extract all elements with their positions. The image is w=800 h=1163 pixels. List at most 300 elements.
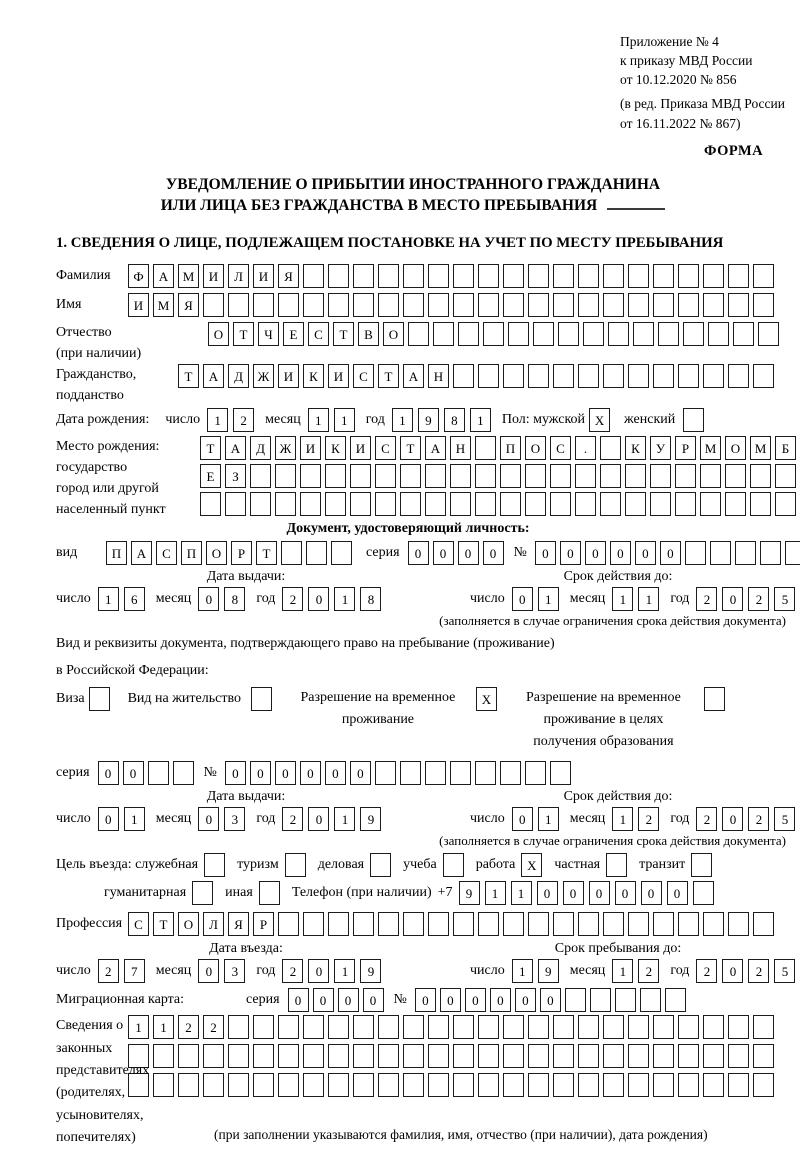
char-box[interactable] <box>303 1044 324 1068</box>
char-box[interactable]: Д <box>228 364 249 388</box>
char-box[interactable] <box>328 293 349 317</box>
char-box[interactable] <box>475 464 496 488</box>
char-box[interactable] <box>475 436 496 460</box>
char-box[interactable] <box>353 1073 374 1097</box>
char-box[interactable] <box>375 761 396 785</box>
char-box[interactable] <box>203 1044 224 1068</box>
char-box[interactable] <box>553 364 574 388</box>
char-box[interactable]: 0 <box>512 807 533 831</box>
char-box[interactable]: Д <box>250 436 271 460</box>
char-box[interactable]: 9 <box>418 408 439 432</box>
char-box[interactable]: 8 <box>444 408 465 432</box>
char-box[interactable]: И <box>300 436 321 460</box>
char-box[interactable] <box>259 881 280 905</box>
char-box[interactable] <box>735 541 756 565</box>
char-box[interactable]: 0 <box>98 761 119 785</box>
char-box[interactable] <box>753 912 774 936</box>
char-box[interactable] <box>603 364 624 388</box>
char-box[interactable]: 1 <box>98 587 119 611</box>
char-box[interactable] <box>378 1073 399 1097</box>
char-box[interactable] <box>200 492 221 516</box>
char-box[interactable] <box>628 264 649 288</box>
char-box[interactable] <box>653 1044 674 1068</box>
char-box[interactable]: Т <box>256 541 277 565</box>
char-box[interactable] <box>753 1015 774 1039</box>
char-box[interactable]: X <box>476 687 497 711</box>
char-box[interactable]: П <box>106 541 127 565</box>
char-box[interactable]: Я <box>228 912 249 936</box>
char-box[interactable]: 2 <box>748 587 769 611</box>
char-box[interactable] <box>378 1044 399 1068</box>
char-box[interactable] <box>253 1015 274 1039</box>
char-box[interactable] <box>678 264 699 288</box>
char-box[interactable] <box>450 761 471 785</box>
char-box[interactable]: П <box>181 541 202 565</box>
char-box[interactable] <box>478 264 499 288</box>
char-box[interactable]: Е <box>283 322 304 346</box>
char-box[interactable]: 1 <box>538 587 559 611</box>
char-box[interactable] <box>453 364 474 388</box>
char-box[interactable] <box>353 293 374 317</box>
char-box[interactable] <box>278 912 299 936</box>
char-box[interactable]: 0 <box>722 959 743 983</box>
char-box[interactable]: 0 <box>483 541 504 565</box>
char-box[interactable] <box>400 492 421 516</box>
char-box[interactable]: 1 <box>470 408 491 432</box>
char-box[interactable] <box>625 464 646 488</box>
char-box[interactable] <box>550 492 571 516</box>
char-box[interactable] <box>353 1015 374 1039</box>
char-box[interactable] <box>428 912 449 936</box>
char-box[interactable]: 3 <box>224 959 245 983</box>
char-box[interactable]: 3 <box>224 807 245 831</box>
char-box[interactable] <box>775 464 796 488</box>
char-box[interactable] <box>250 464 271 488</box>
char-box[interactable] <box>253 293 274 317</box>
char-box[interactable]: 0 <box>585 541 606 565</box>
char-box[interactable] <box>275 492 296 516</box>
char-box[interactable] <box>590 988 611 1012</box>
char-box[interactable] <box>703 912 724 936</box>
char-box[interactable] <box>550 761 571 785</box>
char-box[interactable] <box>328 1073 349 1097</box>
char-box[interactable]: 1 <box>207 408 228 432</box>
char-box[interactable]: 0 <box>338 988 359 1012</box>
char-box[interactable] <box>675 492 696 516</box>
char-box[interactable] <box>328 1044 349 1068</box>
char-box[interactable]: Р <box>675 436 696 460</box>
char-box[interactable] <box>725 492 746 516</box>
char-box[interactable]: О <box>206 541 227 565</box>
char-box[interactable] <box>428 293 449 317</box>
char-box[interactable] <box>403 1073 424 1097</box>
char-box[interactable]: 2 <box>178 1015 199 1039</box>
char-box[interactable] <box>403 912 424 936</box>
char-box[interactable] <box>553 293 574 317</box>
char-box[interactable] <box>600 436 621 460</box>
char-box[interactable]: 1 <box>334 807 355 831</box>
char-box[interactable] <box>628 364 649 388</box>
char-box[interactable] <box>608 322 629 346</box>
char-box[interactable] <box>728 293 749 317</box>
char-box[interactable] <box>578 364 599 388</box>
char-box[interactable] <box>700 464 721 488</box>
char-box[interactable] <box>528 1015 549 1039</box>
char-box[interactable]: Л <box>203 912 224 936</box>
char-box[interactable] <box>281 541 302 565</box>
char-box[interactable] <box>675 464 696 488</box>
char-box[interactable] <box>350 464 371 488</box>
char-box[interactable] <box>728 912 749 936</box>
char-box[interactable] <box>378 912 399 936</box>
char-box[interactable] <box>728 264 749 288</box>
char-box[interactable] <box>403 1044 424 1068</box>
char-box[interactable] <box>653 1015 674 1039</box>
char-box[interactable] <box>633 322 654 346</box>
char-box[interactable] <box>753 1044 774 1068</box>
char-box[interactable] <box>453 264 474 288</box>
char-box[interactable] <box>428 264 449 288</box>
char-box[interactable]: И <box>328 364 349 388</box>
char-box[interactable]: С <box>353 364 374 388</box>
char-box[interactable]: О <box>525 436 546 460</box>
char-box[interactable]: 0 <box>198 959 219 983</box>
char-box[interactable]: И <box>128 293 149 317</box>
char-box[interactable]: 0 <box>433 541 454 565</box>
char-box[interactable] <box>603 293 624 317</box>
char-box[interactable] <box>303 264 324 288</box>
char-box[interactable]: С <box>308 322 329 346</box>
char-box[interactable] <box>750 492 771 516</box>
char-box[interactable] <box>704 687 725 711</box>
char-box[interactable] <box>453 1044 474 1068</box>
char-box[interactable] <box>628 1073 649 1097</box>
char-box[interactable] <box>606 853 627 877</box>
char-box[interactable]: Я <box>278 264 299 288</box>
char-box[interactable]: З <box>225 464 246 488</box>
char-box[interactable] <box>760 541 781 565</box>
char-box[interactable] <box>89 687 110 711</box>
char-box[interactable]: 9 <box>360 959 381 983</box>
char-box[interactable]: 1 <box>485 881 506 905</box>
char-box[interactable] <box>425 492 446 516</box>
char-box[interactable] <box>503 1073 524 1097</box>
char-box[interactable]: 2 <box>282 959 303 983</box>
char-box[interactable] <box>703 1073 724 1097</box>
char-box[interactable] <box>678 912 699 936</box>
char-box[interactable]: 0 <box>440 988 461 1012</box>
char-box[interactable] <box>428 1015 449 1039</box>
char-box[interactable]: 1 <box>612 959 633 983</box>
char-box[interactable] <box>228 293 249 317</box>
char-box[interactable]: В <box>358 322 379 346</box>
char-box[interactable] <box>565 988 586 1012</box>
char-box[interactable]: 1 <box>128 1015 149 1039</box>
char-box[interactable]: С <box>156 541 177 565</box>
char-box[interactable] <box>703 1044 724 1068</box>
char-box[interactable] <box>775 492 796 516</box>
char-box[interactable]: 0 <box>465 988 486 1012</box>
char-box[interactable]: М <box>178 264 199 288</box>
char-box[interactable] <box>503 364 524 388</box>
char-box[interactable] <box>528 364 549 388</box>
char-box[interactable]: 0 <box>589 881 610 905</box>
char-box[interactable] <box>403 264 424 288</box>
char-box[interactable]: 2 <box>282 587 303 611</box>
char-box[interactable] <box>553 264 574 288</box>
char-box[interactable] <box>328 1015 349 1039</box>
char-box[interactable]: 0 <box>458 541 479 565</box>
char-box[interactable] <box>408 322 429 346</box>
char-box[interactable] <box>278 1044 299 1068</box>
char-box[interactable]: 0 <box>308 959 329 983</box>
char-box[interactable] <box>453 912 474 936</box>
char-box[interactable]: 8 <box>224 587 245 611</box>
char-box[interactable] <box>553 1015 574 1039</box>
char-box[interactable]: 2 <box>638 807 659 831</box>
char-box[interactable] <box>403 293 424 317</box>
char-box[interactable]: 0 <box>325 761 346 785</box>
char-box[interactable] <box>306 541 327 565</box>
char-box[interactable]: И <box>203 264 224 288</box>
char-box[interactable] <box>370 853 391 877</box>
char-box[interactable] <box>628 293 649 317</box>
char-box[interactable] <box>528 293 549 317</box>
char-box[interactable]: 1 <box>392 408 413 432</box>
char-box[interactable] <box>478 912 499 936</box>
char-box[interactable] <box>728 364 749 388</box>
char-box[interactable] <box>253 1073 274 1097</box>
char-box[interactable]: 0 <box>98 807 119 831</box>
char-box[interactable] <box>603 264 624 288</box>
char-box[interactable] <box>578 1044 599 1068</box>
char-box[interactable] <box>728 1044 749 1068</box>
char-box[interactable]: X <box>589 408 610 432</box>
char-box[interactable] <box>204 853 225 877</box>
char-box[interactable] <box>478 1044 499 1068</box>
char-box[interactable]: 1 <box>638 587 659 611</box>
char-box[interactable]: Т <box>233 322 254 346</box>
char-box[interactable]: 0 <box>722 807 743 831</box>
char-box[interactable] <box>173 761 194 785</box>
char-box[interactable]: 0 <box>198 587 219 611</box>
char-box[interactable] <box>478 1073 499 1097</box>
char-box[interactable]: 2 <box>203 1015 224 1039</box>
char-box[interactable]: 7 <box>124 959 145 983</box>
char-box[interactable] <box>685 541 706 565</box>
char-box[interactable] <box>458 322 479 346</box>
char-box[interactable] <box>700 492 721 516</box>
char-box[interactable] <box>325 492 346 516</box>
char-box[interactable] <box>528 1073 549 1097</box>
char-box[interactable] <box>553 1073 574 1097</box>
char-box[interactable]: Л <box>228 264 249 288</box>
char-box[interactable]: 0 <box>350 761 371 785</box>
char-box[interactable] <box>628 912 649 936</box>
char-box[interactable] <box>378 293 399 317</box>
char-box[interactable]: О <box>383 322 404 346</box>
char-box[interactable] <box>600 492 621 516</box>
char-box[interactable]: Я <box>178 293 199 317</box>
char-box[interactable]: X <box>521 853 542 877</box>
char-box[interactable] <box>203 293 224 317</box>
char-box[interactable]: 1 <box>512 959 533 983</box>
char-box[interactable]: 2 <box>696 587 717 611</box>
char-box[interactable] <box>453 1073 474 1097</box>
char-box[interactable] <box>525 492 546 516</box>
char-box[interactable]: 2 <box>638 959 659 983</box>
char-box[interactable] <box>603 1015 624 1039</box>
char-box[interactable]: 0 <box>512 587 533 611</box>
char-box[interactable]: К <box>303 364 324 388</box>
char-box[interactable]: 2 <box>748 807 769 831</box>
char-box[interactable]: Т <box>178 364 199 388</box>
char-box[interactable]: Ф <box>128 264 149 288</box>
char-box[interactable] <box>683 322 704 346</box>
char-box[interactable] <box>378 264 399 288</box>
char-box[interactable]: 5 <box>774 587 795 611</box>
char-box[interactable] <box>503 264 524 288</box>
char-box[interactable] <box>653 293 674 317</box>
char-box[interactable] <box>578 1073 599 1097</box>
char-box[interactable] <box>483 322 504 346</box>
char-box[interactable]: 0 <box>415 988 436 1012</box>
char-box[interactable] <box>785 541 800 565</box>
char-box[interactable] <box>403 1015 424 1039</box>
char-box[interactable] <box>650 464 671 488</box>
char-box[interactable] <box>428 1044 449 1068</box>
char-box[interactable] <box>148 761 169 785</box>
char-box[interactable] <box>603 1073 624 1097</box>
char-box[interactable] <box>225 492 246 516</box>
char-box[interactable]: И <box>253 264 274 288</box>
char-box[interactable]: Ч <box>258 322 279 346</box>
char-box[interactable] <box>503 1015 524 1039</box>
char-box[interactable]: 0 <box>198 807 219 831</box>
char-box[interactable] <box>443 853 464 877</box>
char-box[interactable] <box>653 364 674 388</box>
char-box[interactable]: 0 <box>490 988 511 1012</box>
char-box[interactable] <box>650 492 671 516</box>
char-box[interactable] <box>528 1044 549 1068</box>
char-box[interactable]: Т <box>200 436 221 460</box>
char-box[interactable]: 2 <box>233 408 254 432</box>
char-box[interactable] <box>450 492 471 516</box>
char-box[interactable]: 1 <box>538 807 559 831</box>
char-box[interactable] <box>708 322 729 346</box>
char-box[interactable] <box>525 464 546 488</box>
char-box[interactable] <box>665 988 686 1012</box>
char-box[interactable] <box>733 322 754 346</box>
char-box[interactable]: 2 <box>696 807 717 831</box>
char-box[interactable]: С <box>128 912 149 936</box>
char-box[interactable] <box>503 293 524 317</box>
char-box[interactable] <box>625 492 646 516</box>
char-box[interactable] <box>703 364 724 388</box>
char-box[interactable] <box>600 464 621 488</box>
char-box[interactable]: А <box>425 436 446 460</box>
char-box[interactable]: А <box>403 364 424 388</box>
char-box[interactable] <box>425 464 446 488</box>
char-box[interactable]: 0 <box>123 761 144 785</box>
char-box[interactable]: А <box>203 364 224 388</box>
char-box[interactable] <box>453 1015 474 1039</box>
char-box[interactable]: 0 <box>635 541 656 565</box>
char-box[interactable]: Т <box>153 912 174 936</box>
char-box[interactable] <box>753 364 774 388</box>
char-box[interactable] <box>350 492 371 516</box>
char-box[interactable] <box>278 293 299 317</box>
char-box[interactable]: 0 <box>537 881 558 905</box>
char-box[interactable] <box>678 364 699 388</box>
char-box[interactable] <box>603 912 624 936</box>
char-box[interactable]: С <box>550 436 571 460</box>
char-box[interactable]: 0 <box>408 541 429 565</box>
char-box[interactable]: Е <box>200 464 221 488</box>
char-box[interactable] <box>475 492 496 516</box>
char-box[interactable] <box>228 1015 249 1039</box>
char-box[interactable] <box>300 492 321 516</box>
char-box[interactable] <box>528 912 549 936</box>
char-box[interactable] <box>575 492 596 516</box>
char-box[interactable] <box>500 761 521 785</box>
char-box[interactable]: 1 <box>511 881 532 905</box>
char-box[interactable] <box>331 541 352 565</box>
char-box[interactable] <box>578 264 599 288</box>
char-box[interactable] <box>328 264 349 288</box>
char-box[interactable]: 1 <box>334 959 355 983</box>
char-box[interactable]: 1 <box>308 408 329 432</box>
char-box[interactable] <box>575 464 596 488</box>
char-box[interactable] <box>353 912 374 936</box>
char-box[interactable] <box>228 1073 249 1097</box>
char-box[interactable] <box>578 293 599 317</box>
char-box[interactable] <box>251 687 272 711</box>
char-box[interactable] <box>378 1015 399 1039</box>
char-box[interactable] <box>753 1073 774 1097</box>
char-box[interactable]: И <box>350 436 371 460</box>
char-box[interactable] <box>683 408 704 432</box>
char-box[interactable]: 9 <box>459 881 480 905</box>
char-box[interactable] <box>678 293 699 317</box>
char-box[interactable] <box>433 322 454 346</box>
char-box[interactable]: 0 <box>308 807 329 831</box>
char-box[interactable] <box>578 1015 599 1039</box>
char-box[interactable]: 6 <box>124 587 145 611</box>
char-box[interactable] <box>553 912 574 936</box>
char-box[interactable] <box>503 1044 524 1068</box>
char-box[interactable]: 0 <box>610 541 631 565</box>
char-box[interactable] <box>285 853 306 877</box>
char-box[interactable] <box>328 912 349 936</box>
char-box[interactable]: 2 <box>748 959 769 983</box>
char-box[interactable]: 0 <box>722 587 743 611</box>
char-box[interactable]: 0 <box>313 988 334 1012</box>
char-box[interactable] <box>300 464 321 488</box>
char-box[interactable]: 0 <box>641 881 662 905</box>
char-box[interactable]: 0 <box>535 541 556 565</box>
char-box[interactable] <box>250 492 271 516</box>
char-box[interactable]: 1 <box>334 408 355 432</box>
char-box[interactable]: О <box>208 322 229 346</box>
char-box[interactable] <box>478 293 499 317</box>
char-box[interactable]: К <box>325 436 346 460</box>
char-box[interactable] <box>303 912 324 936</box>
char-box[interactable]: А <box>225 436 246 460</box>
char-box[interactable]: 0 <box>308 587 329 611</box>
char-box[interactable]: 5 <box>774 807 795 831</box>
char-box[interactable]: 0 <box>225 761 246 785</box>
